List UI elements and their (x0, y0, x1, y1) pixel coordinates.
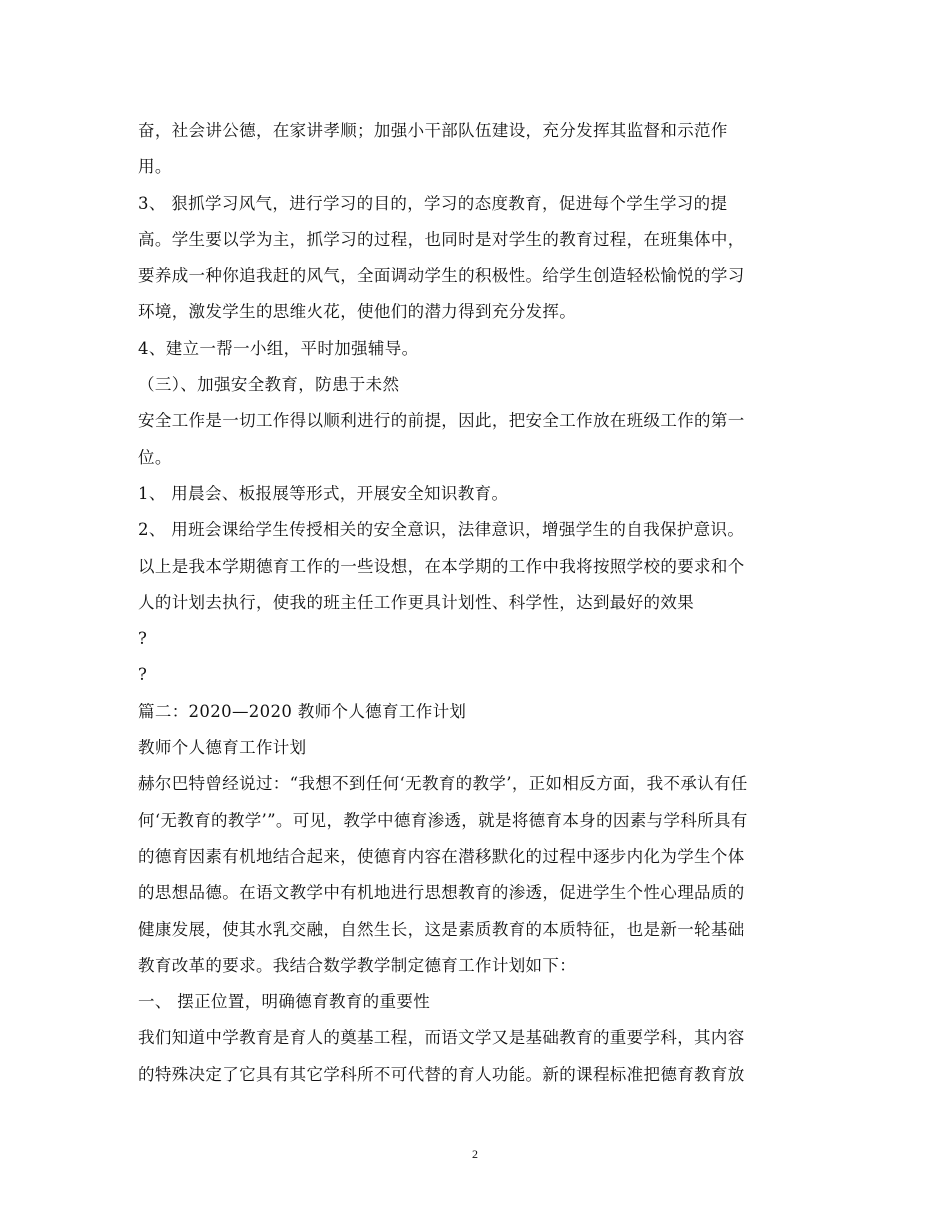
document-body (138, 113, 818, 1093)
text-line: 高。学生要以学为主，抓学习的过程，也同时是对学生的教育过程，在班集体中， (138, 229, 745, 249)
placeholder-glyph: ? (138, 629, 148, 649)
text-line: 安全工作是一切工作得以顺利进行的前提，因此，把安全工作放在班级工作的第一 (138, 411, 745, 431)
text-line: 以上是我本学期德育工作的一些设想，在本学期的工作中我将按照学校的要求和个 (138, 556, 745, 576)
text-line: 的特殊决定了它具有其它学科所不可代替的育人功能。新的课程标准把德育教育放 (138, 1064, 745, 1084)
text-line: 教育改革的要求。我结合数学教学制定德育工作计划如下： (138, 955, 577, 975)
text-line: 的思想品德。在语文教学中有机地进行思想教育的渗透，促进学生个性心理品质的 (138, 883, 745, 903)
text-line: 赫尔巴特曾经说过：“我想不到任何‘无教育的教学’，正如相反方面，我不承认有任 (138, 774, 748, 794)
text-line: 2、 用班会课给学生传授相关的安全意识，法律意识，增强学生的自我保护意识。 (138, 520, 745, 540)
text-line: 的德育因素有机地结合起来，使德育内容在潜移默化的过程中逐步内化为学生个体 (138, 846, 745, 866)
text-line: 何‘无教育的教学’”。可见，教学中德育渗透，就是将德育本身的因素与学科所具有 (138, 810, 748, 830)
text-line: 位。 (138, 447, 172, 467)
document-title: 教师个人德育工作计划 (138, 738, 307, 758)
text-line: 奋，社会讲公德，在家讲孝顺；加强小干部队伍建设，充分发挥其监督和示范作 (138, 121, 728, 140)
text-line: 要养成一种你追我赶的风气，全面调动学生的积极性。给学生创造轻松愉悦的学习 (138, 266, 745, 286)
text-line: 人的计划去执行，使我的班主任工作更具计划性、科学性，达到最好的效果 (138, 592, 695, 612)
text-line: 3、 狠抓学习风气，进行学习的目的，学习的态度教育，促进每个学生学习的提 (138, 193, 728, 213)
placeholder-glyph: ? (138, 665, 148, 685)
text-line: 环境，激发学生的思维火花，使他们的潜力得到充分发挥。 (138, 302, 577, 322)
chapter-title: 篇二：2020—2020 教师个人德育工作计划 (138, 701, 467, 721)
text-line: 4、建立一帮一小组，平时加强辅导。 (138, 338, 419, 358)
text-line: 我们知道中学教育是育人的奠基工程，而语文学又是基础教育的重要学科，其内容 (138, 1028, 745, 1048)
text-line: 健康发展，使其水乳交融，自然生长，这是素质教育的本质特征，也是新一轮基础 (138, 919, 745, 939)
page-number: 2 (472, 1147, 478, 1161)
text-line: 1、 用晨会、板报展等形式，开展安全知识教育。 (138, 483, 509, 503)
section-heading: （三）、加强安全教育，防患于未然 (138, 375, 400, 395)
text-line: 用。 (138, 157, 172, 177)
section-heading: 一、 摆正位置，明确德育教育的重要性 (138, 992, 431, 1012)
